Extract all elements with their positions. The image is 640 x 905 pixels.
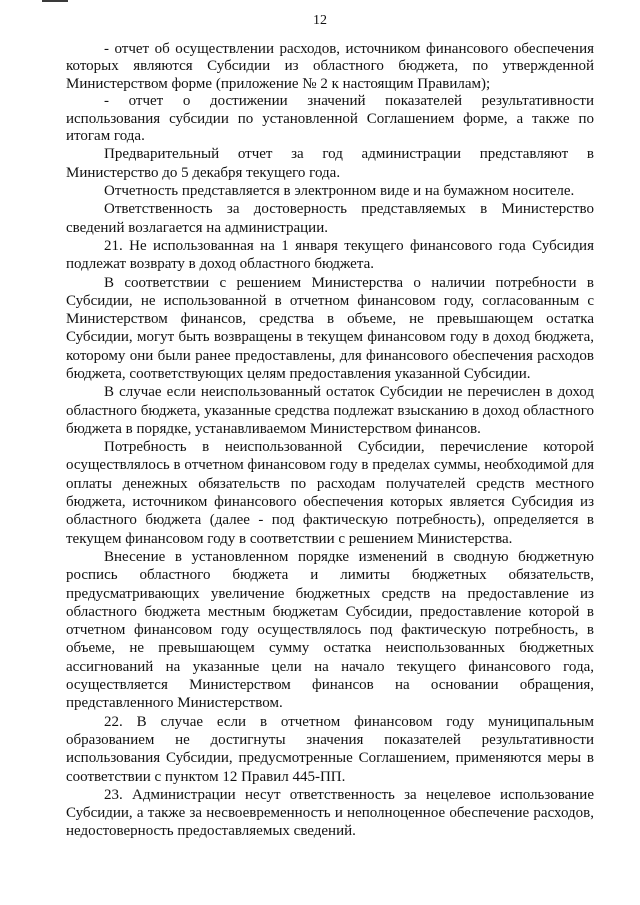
paragraph-return-decision: В соответствии с решением Министерства о наличии потребности в Субсидии, не использованной в отчетном финансовом году, согласованным с Министерством финансов, средства в объеме, не превышающем остатка Субсидии, могут быть возвращены в текущем финансовом году в доход бюджета, которому они были ранее предоставлены, для финансового обеспечения расходов бюджета, соответствующих целям предоставления указанной Субсидии. [66,274,594,382]
scan-edge-mark [42,0,68,2]
paragraph-clause-22: 22. В случае если в отчетном финансовом году муниципальным образованием не достигнуты значения показателей результативности использования Субсидии, предусмотренные Соглашением, применяются меры в соответствии с пунктом 12 Правил 445-ПП. [66,713,594,785]
paragraph-report-expenses: - отчет об осуществлении расходов, источником финансового обеспечения которых являются Субсидии из областного бюджета, по утвержденной Министерством форме (приложение № 2 к настоящим Правилам); [66,41,594,92]
paragraph-recovery: В случае если неиспользованный остаток Субсидии не перечислен в доход областного бюджета, указанные средства подлежат взысканию в доход областного бюджета в порядке, устанавливаемом Министерством финансов. [66,384,594,437]
paragraph-actual-need: Потребность в неиспользованной Субсидии, перечисление которой осуществлялось в отчетном финансовом году в пределах суммы, необходимой для оплаты денежных обязательств по расходам получателей средств местного бюджета, источником финансового обеспечения которых является Субсидия из областного бюджета (далее - под фактическую потребность), определяется в текущем финансовом году в соответствии с решением Министерства. [66,439,594,547]
paragraph-clause-21: 21. Не использованная на 1 января текущего финансового года Субсидия подлежат возврату в доход областного бюджета. [66,237,594,273]
document-body [66,41,594,841]
paragraph-report-indicators: - отчет о достижении значений показателей результативности использования субсидии по установленной Соглашением форме, а также по итогам года. [66,93,594,145]
paragraph-preliminary-report: Предварительный отчет за год администрации представляют в Министерство до 5 декабря текущего года. [66,146,594,181]
paragraph-report-format: Отчетность представляется в электронном виде и на бумажном носителе. [104,183,575,200]
paragraph-responsibility: Ответственность за достоверность представляемых в Министерство сведений возлагается на администрации. [66,201,594,236]
paragraph-budget-changes: Внесение в установленном порядке изменений в сводную бюджетную роспись областного бюджета и лимиты бюджетных обязательств, предусматривающих увеличение бюджетных средств на предоставление из областного бюджета местным бюджетам Субсидии, предоставление которой в отчетном финансовом году осуществлялось под фактическую потребность, в объеме, не превышающем сумму остатка неиспользованных бюджетных ассигнований на указанные цели на начало текущего финансового года, осуществляется Министерством финансов на основании обращения, представленного Министерством. [66,548,594,712]
paragraph-clause-23: 23. Администрации несут ответственность за нецелевое использование Субсидии, а также за несвоевременность и неполноценное обеспечение расходов, недостоверность предоставляемых сведений. [66,786,594,840]
page-number: 12 [313,13,327,28]
